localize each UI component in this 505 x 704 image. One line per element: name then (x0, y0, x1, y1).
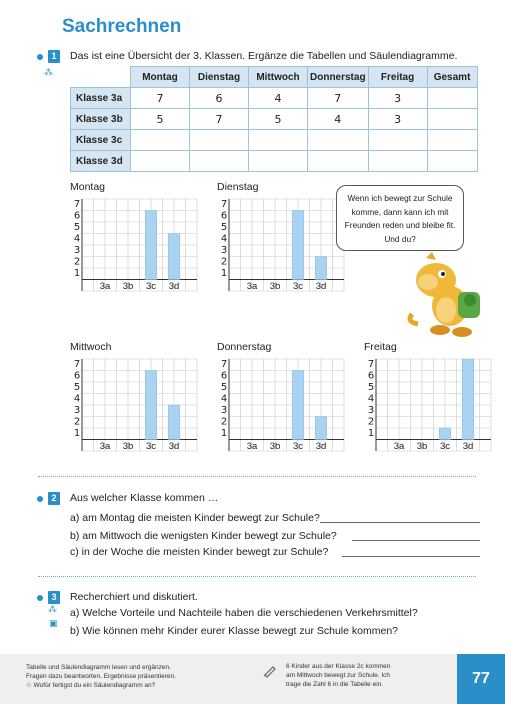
table-cell[interactable] (427, 151, 477, 172)
x-tick-label: 3c (145, 281, 157, 292)
chart-canvas (217, 355, 357, 465)
y-tick-label: 6 (73, 370, 81, 382)
chart-title: Mittwoch (70, 341, 112, 353)
answer-line[interactable] (320, 522, 480, 523)
bar-3c (145, 211, 157, 280)
table-row (71, 151, 478, 172)
task-number-3: 3 (48, 591, 60, 604)
y-tick-label: 2 (73, 416, 81, 428)
y-tick-label: 1 (220, 268, 228, 279)
chart-montag (70, 181, 210, 306)
page-number: 77 (457, 654, 505, 704)
task-2b: b) am Mittwoch die wenigsten Kinder bewegt zur Schule? (70, 530, 337, 542)
table-cell[interactable] (190, 130, 249, 151)
bar-3c (292, 211, 304, 280)
y-tick-label: 7 (73, 359, 81, 370)
x-tick-label: 3b (122, 281, 134, 292)
bar-3d (168, 405, 180, 440)
y-tick-label: 6 (367, 370, 375, 382)
section-divider (38, 576, 476, 577)
section-divider (38, 476, 476, 477)
footer-note-line: Tabelle und Säulendiagramm lesen und ergänzen. (26, 664, 171, 671)
y-tick-label: 2 (220, 416, 228, 428)
footer-example-line: am Mittwoch bewegt zur Schule. Ich (286, 672, 391, 679)
x-tick-label: 3a (99, 281, 111, 292)
page-title: Sachrechnen (62, 16, 182, 37)
footer-teacher-notes (26, 663, 236, 690)
footer-example (286, 662, 416, 689)
table-row (71, 130, 478, 151)
y-tick-label: 1 (73, 268, 81, 279)
x-tick-label: 3d (315, 281, 327, 292)
y-tick-label: 5 (73, 222, 81, 233)
table-row (71, 109, 478, 130)
table-cell[interactable]: 7 (131, 88, 190, 109)
task-number-1: 1 (48, 50, 60, 63)
footer-example-line: trage die Zahl 6 in die Tabelle ein. (286, 681, 384, 688)
row-label: Klasse 3b (71, 109, 131, 130)
table-cell[interactable]: 4 (308, 109, 369, 130)
x-tick-label: 3c (292, 441, 304, 452)
y-tick-label: 5 (220, 382, 228, 393)
y-tick-label: 3 (73, 405, 81, 416)
task-3-text: Recherchiert und diskutiert. (70, 591, 198, 603)
y-tick-label: 5 (367, 382, 375, 393)
y-tick-label: 7 (367, 359, 375, 370)
media-icon: ▣ (49, 619, 58, 629)
table-cell[interactable]: 6 (190, 88, 249, 109)
chart-title: Donnerstag (217, 341, 272, 353)
y-tick-label: 4 (367, 393, 375, 405)
table-cell[interactable] (368, 130, 427, 151)
table-cell[interactable] (131, 151, 190, 172)
task-3b: b) Wie können mehr Kinder eurer Klasse bewegt zur Schule kommen? (70, 625, 398, 637)
y-tick-label: 1 (367, 428, 375, 439)
y-tick-label: 7 (220, 199, 228, 210)
hand-writing-icon (262, 662, 278, 678)
bar-3d (315, 257, 327, 280)
y-tick-label: 4 (220, 393, 228, 405)
y-tick-label: 4 (220, 233, 228, 245)
footer-note-line: Fragen dazu beantworten. Ergebnisse präsentieren. (26, 673, 176, 680)
difficulty-dot (37, 54, 43, 60)
table-cell[interactable]: 7 (308, 88, 369, 109)
table-cell[interactable] (131, 130, 190, 151)
footer (0, 654, 505, 704)
chart-freitag (364, 341, 504, 466)
x-tick-label: 3d (462, 441, 474, 452)
y-tick-label: 4 (73, 393, 81, 405)
y-tick-label: 2 (367, 416, 375, 428)
y-tick-label: 6 (220, 210, 228, 222)
bar-3d (462, 359, 474, 440)
table-cell[interactable]: 3 (368, 88, 427, 109)
table-row (71, 88, 478, 109)
table-header-empty (71, 67, 131, 88)
x-tick-label: 3d (168, 441, 180, 452)
x-tick-label: 3d (168, 281, 180, 292)
x-tick-label: 3c (292, 281, 304, 292)
x-tick-label: 3c (145, 441, 157, 452)
bar-3c (145, 371, 157, 440)
table-header: Montag (131, 67, 190, 88)
task-2c: c) in der Woche die meisten Kinder bewegt zur Schule? (70, 546, 329, 558)
table-cell[interactable]: 7 (190, 109, 249, 130)
table-cell[interactable]: 4 (249, 88, 308, 109)
answer-line[interactable] (342, 556, 480, 557)
footer-example-line: 6 Kinder aus der Klasse 2c kommen (286, 663, 391, 670)
chart-title: Montag (70, 181, 106, 193)
table-cell[interactable] (249, 151, 308, 172)
y-tick-label: 6 (73, 210, 81, 222)
chart-mittwoch (70, 341, 210, 466)
table-cell[interactable]: 3 (368, 109, 427, 130)
x-tick-label: 3b (269, 281, 281, 292)
x-tick-label: 3b (269, 441, 281, 452)
table-header: Dienstag (190, 67, 249, 88)
difficulty-dot (37, 496, 43, 502)
row-label: Klasse 3c (71, 130, 131, 151)
x-tick-label: 3a (99, 441, 111, 452)
table-cell[interactable] (427, 88, 477, 109)
y-tick-label: 2 (73, 256, 81, 268)
y-tick-label: 3 (220, 245, 228, 256)
data-table (70, 66, 478, 172)
x-tick-label: 3c (439, 441, 451, 452)
table-header: Mittwoch (249, 67, 308, 88)
y-tick-label: 7 (73, 199, 81, 210)
table-cell[interactable] (308, 151, 369, 172)
difficulty-dot (37, 595, 43, 601)
task-3a: a) Welche Vorteile und Nachteile haben die verschiedenen Verkehrsmittel? (70, 607, 418, 619)
y-tick-label: 5 (73, 382, 81, 393)
table-cell[interactable] (427, 130, 477, 151)
table-cell[interactable]: 5 (249, 109, 308, 130)
x-tick-label: 3a (246, 281, 258, 292)
y-tick-label: 5 (220, 222, 228, 233)
task-number-2: 2 (48, 492, 60, 505)
chart-donnerstag (217, 341, 357, 466)
task-2a: a) am Montag die meisten Kinder bewegt zur Schule? (70, 512, 320, 524)
task-2-text: Aus welcher Klasse kommen … (70, 492, 219, 504)
y-tick-label: 3 (73, 245, 81, 256)
x-tick-label: 3a (246, 441, 258, 452)
table-header: Freitag (368, 67, 427, 88)
y-tick-label: 2 (220, 256, 228, 268)
x-tick-label: 3b (122, 441, 134, 452)
bar-3d (315, 417, 327, 440)
y-tick-label: 4 (73, 233, 81, 245)
bar-3c (439, 428, 451, 440)
group-work-icon: ⁂ (48, 605, 57, 615)
row-label: Klasse 3a (71, 88, 131, 109)
partner-work-icon: ⁂ (44, 68, 53, 78)
dragon-mascot-illustration (402, 252, 492, 338)
chart-canvas (70, 355, 210, 465)
table-header: Donnerstag (308, 67, 369, 88)
bar-3d (168, 234, 180, 280)
chart-canvas (364, 355, 504, 465)
y-tick-label: 3 (367, 405, 375, 416)
table-cell[interactable] (249, 130, 308, 151)
y-tick-label: 6 (220, 370, 228, 382)
table-header: Gesamt (427, 67, 477, 88)
table-cell[interactable] (308, 130, 369, 151)
table-cell[interactable]: 5 (131, 109, 190, 130)
y-tick-label: 1 (73, 428, 81, 439)
speech-bubble: Wenn ich bewegt zur Schule komme, dann kann ich mit Freunden reden und bleibe fit. Und du? (336, 185, 464, 251)
table-cell[interactable] (190, 151, 249, 172)
y-tick-label: 1 (220, 428, 228, 439)
bar-3c (292, 371, 304, 440)
task-1-text: Das ist eine Übersicht der 3. Klassen. Ergänze die Tabellen und Säulendiagramme. (70, 50, 458, 62)
y-tick-label: 3 (220, 405, 228, 416)
table-cell[interactable] (368, 151, 427, 172)
row-label: Klasse 3d (71, 151, 131, 172)
x-tick-label: 3a (393, 441, 405, 452)
y-tick-label: 7 (220, 359, 228, 370)
x-tick-label: 3d (315, 441, 327, 452)
chart-canvas (70, 195, 210, 305)
x-tick-label: 3b (416, 441, 428, 452)
chart-title: Freitag (364, 341, 397, 353)
footer-note-line: ☆ Wofür fertigst du ein Säulendiagramm an? (26, 682, 156, 689)
table-cell[interactable] (427, 109, 477, 130)
chart-title: Dienstag (217, 181, 259, 193)
answer-line[interactable] (352, 540, 480, 541)
